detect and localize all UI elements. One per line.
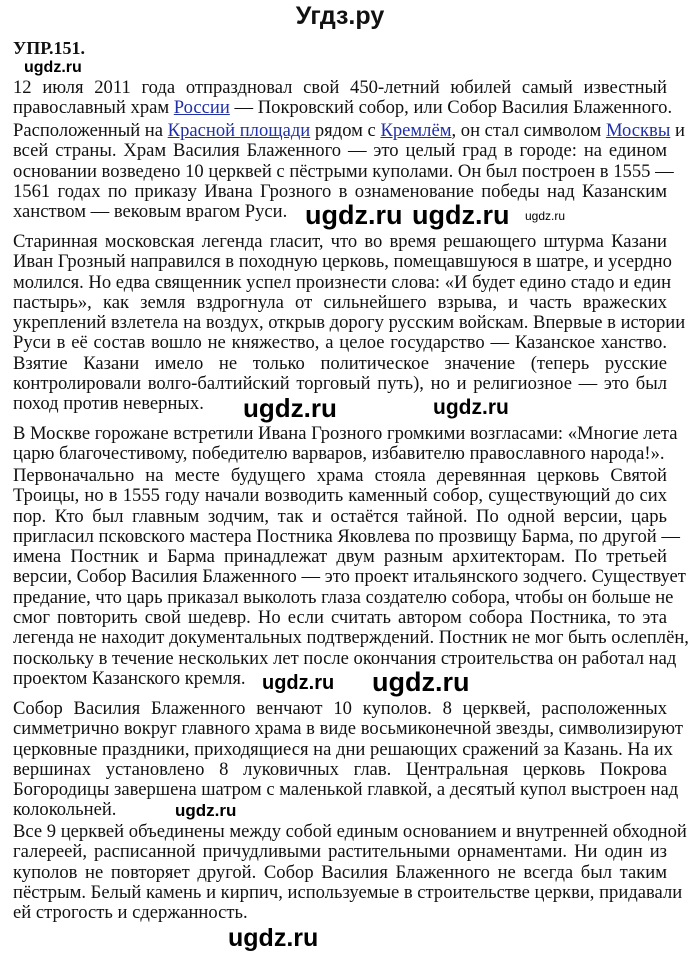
text-line: проектом Казанского кремля.: [13, 667, 246, 689]
text-line: колокольней.: [13, 799, 117, 821]
watermark: ugdz.ru: [228, 924, 319, 952]
text-line: основании возведено 10 церквей с пёстрыми куполами. Он был построен в 1555 —: [13, 160, 674, 182]
text-line: Старинная московская легенда гласит, что во время решающего штурма Казани: [13, 231, 667, 252]
text-line: пор. Кто был главным зодчим, так и остаётся тайной. По одной версии, царь: [13, 505, 667, 527]
text-line: Расположенный на Красной площади рядом с Кремлём, он стал символом Москвы и: [13, 120, 685, 141]
text-line: имена Постник и Барма принадлежат двум разным архитекторам. По третьей: [13, 546, 667, 568]
text-line: поход против неверных.: [13, 393, 204, 415]
text-line: смог повторить свой шедевр. Но если считать автором собора Постника, то эта: [13, 607, 667, 629]
text-line: пригласил псковского мастера Постника Яковлева по прозвищу Барма, по другой —: [13, 525, 680, 547]
text-line: ей строгость и сдержанность.: [13, 902, 248, 924]
text-line: симметрично вокруг главного храма в виде восьмиконечной звезды, символизируют: [13, 718, 683, 740]
link[interactable]: Кремлём: [380, 120, 452, 141]
text-line: укреплений взлетела на воздух, открыв дорогу русским войскам. Впервые в истории: [13, 312, 686, 334]
watermark: ugdz.ru: [433, 396, 509, 419]
text-line: ханством — вековым врагом Руси.: [13, 201, 288, 223]
text-line: галереей, расписанной причудливыми растительными орнаментами. Ни один из: [13, 841, 667, 863]
text-line: молился. Но едва священник успел произнести слова: «И будет едино стадо и един: [13, 271, 672, 293]
text-line: куполов не повторяет другой. Собор Василия Блаженного не всегда был таким: [13, 861, 667, 883]
watermark: ugdz.ru: [262, 672, 335, 694]
text-line: 12 июля 2011 года отпраздновал свой 450-летний юбилей самый известный: [13, 77, 667, 98]
text-line: Богородицы завершена шатром с маленькой главкой, а десятый купол выстроен над: [13, 779, 679, 801]
text-line: пастырь», как земля вздрогнула от сильнейшего взрыва, и часть вражеских: [13, 291, 667, 313]
watermark: ugdz.ru: [412, 200, 510, 230]
text-line: Все 9 церквей объединены между собой единым основанием и внутренней обходной: [13, 821, 687, 842]
link[interactable]: Красной площади: [167, 120, 311, 141]
text-line: пёстрым. Белый камень и кирпич, используемые в строительстве церкви, придавали: [13, 881, 683, 903]
watermark: ugdz.ru: [372, 667, 470, 697]
watermark: ugdz.ru: [305, 200, 403, 230]
text-line: вершинах установлено 8 луковичных глав. Центральная церковь Покрова: [13, 758, 667, 780]
paragraph-5: [13, 465, 689, 697]
paragraph-1: [13, 77, 673, 119]
paragraph-4: [13, 423, 678, 465]
link[interactable]: России: [173, 97, 230, 119]
text-line: царю благочестивому, победителю варваров, избавителю православного народа!».: [13, 443, 665, 465]
text-line: Собор Василия Блаженного венчают 10 куполов. 8 церквей, расположенных: [13, 698, 667, 719]
text-line: поскольку в течение нескольких лет после окончания строительства он работал над: [13, 647, 677, 669]
text-line: версии, Собор Василия Блаженного — это проект итальянского зодчего. Существует: [13, 566, 686, 588]
text-line: 1561 годах по приказу Ивана Грозного в ознаменование победы над Казанским: [13, 180, 667, 202]
page-title: Угдз.ру: [295, 2, 385, 30]
text-line: всей страны. Храм Василия Блаженного — это целый град в городе: на едином: [13, 140, 667, 162]
text-line: Руси в её состав вошло не княжество, а целое государство — Казанское ханство.: [13, 332, 667, 354]
text-line: предание, что царь приказал выколоть глаза создателю собора, чтобы он больше не: [13, 586, 674, 608]
exercise-number: УПР.151.: [13, 38, 85, 58]
watermark: ugdz.ru: [525, 209, 566, 223]
paragraph-3: [13, 231, 686, 422]
watermark: ugdz.ru: [175, 801, 237, 820]
link[interactable]: Москвы: [605, 120, 671, 141]
text-line: В Москве горожане встретили Ивана Грозного громкими возгласами: «Многие лета: [13, 423, 678, 444]
text-line: церковные праздники, приходящиеся на дни решающих сражений за Казань. На их: [13, 738, 673, 760]
text-line: Взятие Казани имело не только политическое значение (теперь русские: [13, 352, 667, 374]
watermark: ugdz.ru: [243, 393, 337, 423]
text-line: легенда не находит документальных подтверждений. Постник не мог быть ослеплён,: [13, 627, 689, 649]
text-line: Первоначально на месте будущего храма стояла деревянная церковь Святой: [13, 465, 667, 486]
paragraph-7: [13, 821, 687, 924]
text-line: контролировали волго-балтийский торговый путь), но и религиозное — это был: [13, 373, 667, 395]
paragraph-6: [13, 698, 683, 821]
watermark: ugdz.ru: [24, 59, 82, 76]
text-line: Иван Грозный направился в походную церковь, помещавшуюся в шатре, и усердно: [13, 251, 672, 273]
text-line: православный храм России — Покровский собор, или Собор Василия Блаженного.: [13, 97, 673, 119]
text-line: Троицы, но в 1555 году начали возводить каменный собор, существующий до сих: [13, 485, 667, 507]
